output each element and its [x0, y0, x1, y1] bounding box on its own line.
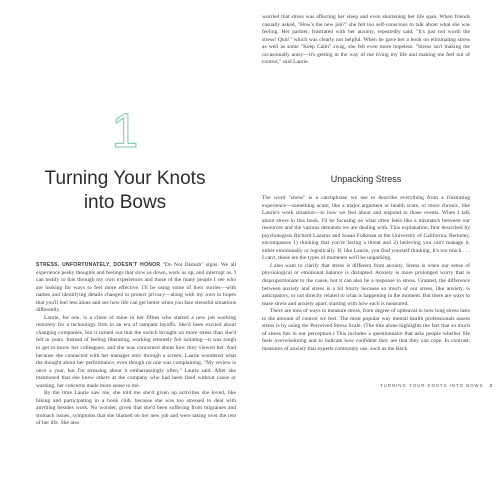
section-heading: Unpacking Stress	[330, 174, 402, 184]
right-body-text-top	[262, 14, 470, 67]
chapter-title-line-1: Turning Your Knots	[44, 168, 206, 189]
page-number: 3	[489, 383, 492, 388]
chapter-number: 1	[111, 105, 139, 158]
paragraph: By the time Laurie saw me, she told me she'd given up activities she loved, like hiking and participating in a book club, because she was too stressed to deal with anything besides work. No wonder, given that she'd been suffering from migraines and stomach issues, symptoms that she blamed on her new job and were taking over the rest of her life. She also	[36, 390, 236, 427]
paragraph: The word "stress" is a catchphrase we use to describe everything from a frustrating experience—something acute, like a major argument or health scare, or more chronic, like Laurie's work situation—to how we feel about and respond to those events. When I talk about stress in this book, I'll be focusing on what often feels like a mismatch between our resources and the various demands we are dealing with. This explanation, first described by psychologists Richard Lazarus and Susan Folkman at the University of California, Berkeley, encompasses 1) thinking that you're facing a threat and 2) believing you can't manage it, either emotionally or logistically. If, like Laurie, you find yourself thinking, It's too much . . . I can't, those are the types of moments we'll be unpacking.	[262, 195, 470, 262]
paragraph-text: "Do Not Disturb" signs. We all experience pesky thoughts and feelings that slow us down, work us up, and interrupt us. I can testify to this through my own experiences and those of the many people I see who are looking for ways to feel more effective. I'll be using some of their stories—with names and identifying details changed to protect privacy—along with my own in hopes that you'll feel less alone and see how life can get better when you face stressful situations differently.	[36, 262, 237, 314]
paragraph: There are tons of ways to measure stress, from degree of upheaval to how long stress lasts to the amount of control we feel. The most popular way mental health professionals assess stress is by using the Perceived Stress Scale. (The title alone highlights the fact that so much of stress lies in our perception.) This includes a questionnaire that asks people whether life feels overwhelming and to indicate how confident they are that they can cope. In contrast, measures of anxiety that experts commonly use, such as the Beck	[262, 308, 470, 352]
chapter-title-line-2: into Bows	[83, 192, 167, 213]
right-page	[250, 0, 500, 500]
paragraph	[36, 262, 236, 315]
paragraph: Laurie, for one, is a client of mine in her fifties who started a new job working remotely for a technology firm in an era of rampant layoffs. She'd been excited about changing companies, but it turned out that the switch brought on more stress than she'd felt in years. Instead of feeling liberating, working remotely felt isolating—it was tough to get to know her colleagues, and she was concerned about how they viewed her. And because she connected with her manager only through a screen, Laurie wondered what the thought about her performance, even though no one was complaining. "My review is once a year, but I'm stressing about it embarrassingly often," Laurie said. After she mentioned that she knew others at the company who had been fired without cause or warning, her concerns made more sense to me.	[36, 314, 236, 389]
run-in-lead: STRESS, UNFORTUNATELY, DOESN'T HONOR	[36, 262, 161, 268]
page-footer	[380, 383, 492, 388]
chapter-title	[30, 167, 220, 215]
left-body-text	[36, 262, 236, 428]
running-head: TURNING YOUR KNOTS INTO BOWS	[379, 383, 484, 388]
right-body-text-bottom	[262, 195, 470, 353]
paragraph: worried that stress was affecting her sleep and even shortening her life span. When friends casually asked, "How's the new job?" she felt too self-conscious to talk about what she was feeling. Her partner, frustrated with her anxiety, repeatedly said, "It's just not worth the stress! Quit!" which was clearly not helpful. When he gave her a book on eliminating stress as well as some "Keep Calm" swag, she felt even more hopeless. "Stress isn't making me occasionally antsy—it's getting in the way of me living my life and making me feel out of control," said Laurie.	[262, 14, 470, 66]
paragraph: I also want to clarify that stress is different from anxiety. Stress is when our sense of physiological or emotional balance is disrupted. Anxiety is more prolonged worry that is disproportionate to the cause, but it can also be a response to stress. Granted, the difference between anxiety and stress is a bit blurry because so much of our stress, like anxiety, is anticipatory, or not directly related to what is happening in the moment. But there are ways to tease stress and anxiety apart, starting with how each is measured.	[262, 262, 470, 307]
